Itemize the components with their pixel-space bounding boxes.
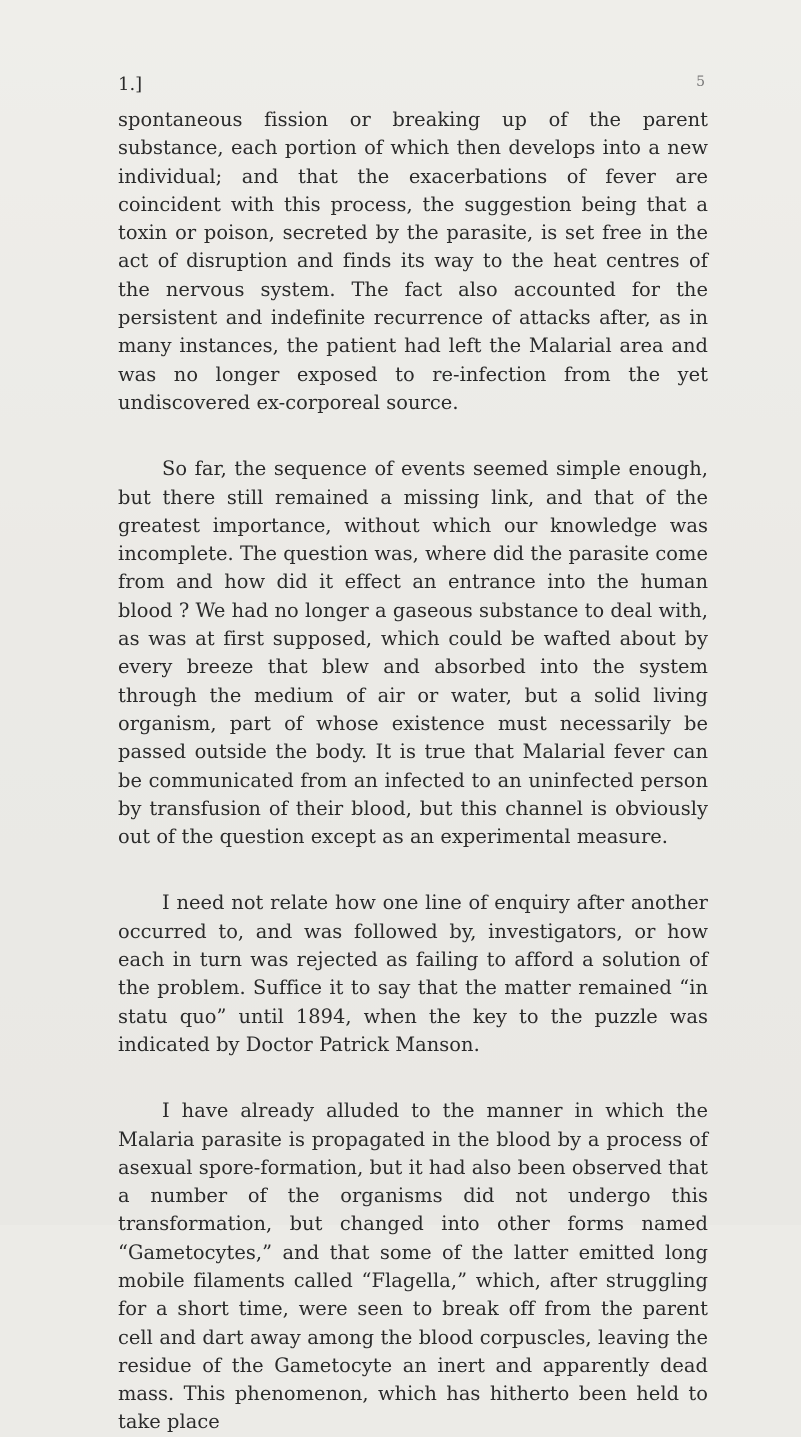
- paragraph-2: So far, the sequence of events seemed simple enough, but there still remained a missing link, and that of the greatest importance, without which our knowledge was incomplete. The question was, where did the parasite come from and how did it effect an entrance into the human blood ? We had no longer a gaseous substance to deal with, as was at first supposed, which could be wafted about by every breeze that blew and absorbed into the system through the medium of air or water, but a solid living organism, part of whose existence must necessarily be passed outside the body. It is true that Malarial fever can be communicated from an infected to an uninfected person by transfusion of their blood, but this channel is obviously out of the question except as an experimental measure.: [118, 457, 708, 849]
- page-header: [118, 74, 705, 100]
- section-marker: 1.]: [118, 74, 143, 95]
- paragraph-4: I have already alluded to the manner in which the Malaria parasite is propagated in the blood by a process of asexual spore-formation, but it had also been observed that a number of the organisms did not undergo this transformation, but changed into other forms named “Gametocytes,” and that some of the latter emitted long mobile filaments called “Flagella,” which, after struggling for a short time, were seen to break off from the parent cell and dart away among the blood corpuscles, leaving the residue of the Gametocyte an inert and apparently dead mass. This phenomenon, which has hitherto been held to take place: [118, 1099, 708, 1434]
- paragraph-3: I need not relate how one line of enquiry after another occurred to, and was followed by, investigators, or how each in turn was rejected as failing to afford a solution of the problem. Suffice it to say that the matter remained “in statu quo” until 1894, when the key to the puzzle was indicated by Doctor Patrick Manson.: [118, 891, 708, 1056]
- paragraph-1: spontaneous fission or breaking up of the parent substance, each portion of which then develops into a new individual; and that the exacerbations of fever are coincident with this process, the suggestion being that a toxin or poison, secreted by the parasite, is set free in the act of disruption and finds its way to the heat centres of the nervous system. The fact also accounted for the persistent and indefinite recurrence of attacks after, as in many instances, the patient had left the Malarial area and was no longer exposed to re-infection from the yet undiscovered ex-corporeal source.: [118, 108, 708, 414]
- page-number: 5: [696, 74, 705, 90]
- body-text: [118, 106, 708, 1437]
